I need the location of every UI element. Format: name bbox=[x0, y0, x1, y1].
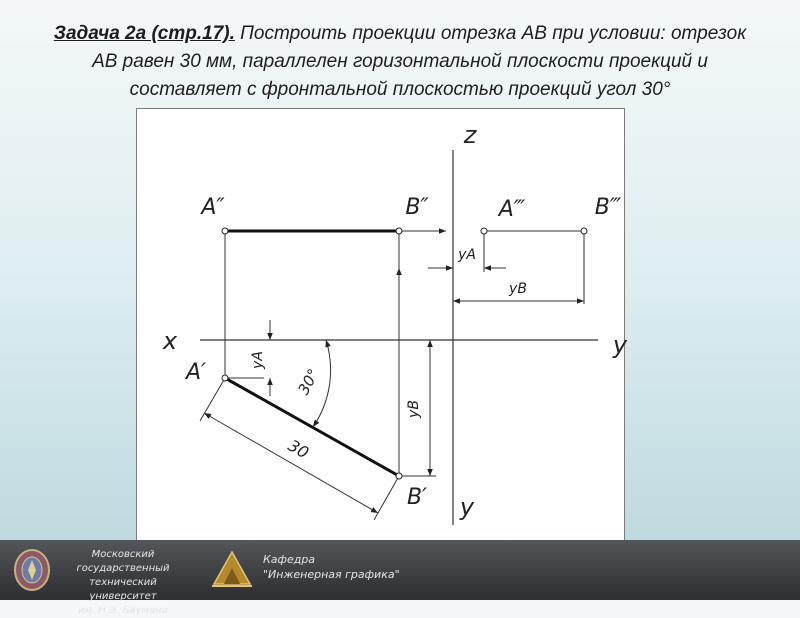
task-label: Задача 2а (стр.17). bbox=[53, 23, 235, 44]
dim-length-line bbox=[204, 413, 378, 513]
point-a3-dot bbox=[481, 228, 487, 234]
point-b2-label: B″ bbox=[405, 195, 429, 220]
department-line-2: "Инженерная графика" bbox=[263, 568, 400, 581]
point-b2-dot bbox=[396, 228, 402, 234]
university-name bbox=[60, 548, 186, 618]
point-a1-label: A′ bbox=[185, 360, 207, 385]
axis-y-bottom-label: y bbox=[459, 493, 475, 521]
university-line-2: технический университет bbox=[89, 577, 157, 602]
department-logo-icon bbox=[210, 546, 254, 590]
axis-x-label: x bbox=[162, 327, 178, 355]
department-name bbox=[263, 552, 423, 582]
dim-yb-label: yB bbox=[509, 281, 527, 297]
university-seal-icon bbox=[12, 548, 52, 592]
dim-yb-vertical-label: yB bbox=[406, 400, 422, 418]
point-b1-label: B′ bbox=[406, 485, 428, 510]
dim-ya-left-label: yA bbox=[250, 351, 266, 369]
point-a1-dot bbox=[222, 375, 228, 381]
footer-bar bbox=[0, 540, 800, 616]
dim-ya-label: yA bbox=[458, 247, 476, 263]
university-line-1: Московский государственный bbox=[76, 549, 170, 574]
point-b3-label: B‴ bbox=[594, 195, 622, 220]
point-b3-dot bbox=[581, 228, 587, 234]
axis-y-right-label: y bbox=[612, 331, 628, 359]
point-a2-dot bbox=[222, 228, 228, 234]
point-a3-label: A‴ bbox=[498, 197, 526, 222]
task-text: Построить проекции отрезка АВ при условии: отрезок АВ равен 30 мм, параллелен горизонтальной плоскости проекций и составляет с фронтальной плоскостью проекций угол 30° bbox=[92, 23, 747, 100]
department-line-1: Кафедра bbox=[263, 553, 316, 566]
dim-angle-label: 30° bbox=[294, 365, 323, 398]
university-line-3: им. Н.Э. Баумана bbox=[78, 605, 168, 616]
point-a2-label: A″ bbox=[201, 195, 225, 220]
point-b1-dot bbox=[396, 473, 402, 479]
axis-z-label: z bbox=[463, 121, 477, 149]
dim-length-label: 30 bbox=[284, 435, 313, 463]
dim-length-ext-b bbox=[374, 476, 399, 520]
